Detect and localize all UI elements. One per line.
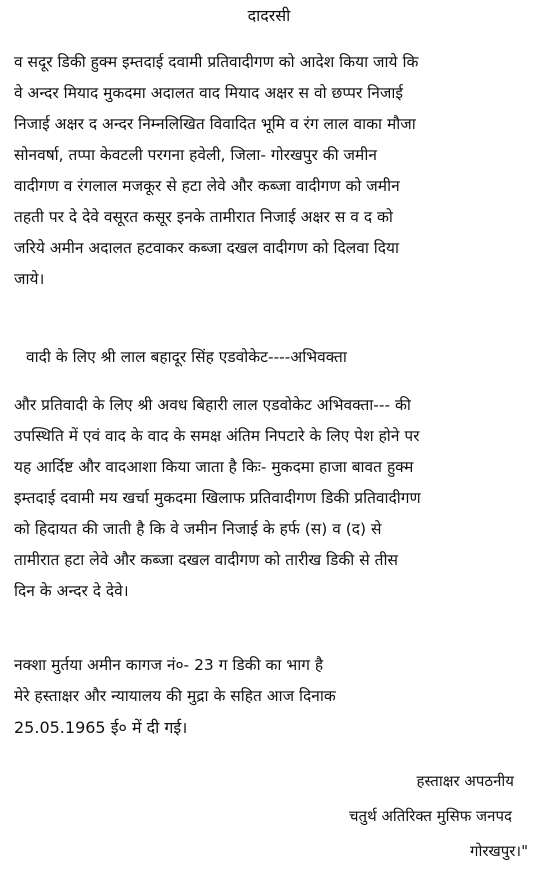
paragraph-line: वादीगण व रंगलाल मजकूर से हटा लेवे और कब्जा वादीगण को जमीन: [14, 177, 400, 195]
paragraph-line: तामीरात हटा लेवे और कब्जा दखल वादीगण को तारीख डिकी से तीस: [14, 551, 398, 569]
signature-illegible: हस्ताक्षर अपठनीय: [416, 772, 514, 790]
date-line: 25.05.1965 ई० में दी गई।: [14, 718, 188, 737]
paragraph-line: जाये।: [14, 270, 45, 288]
paragraph-map-and-date: [14, 650, 528, 743]
paragraph-line: जरिये अमीन अदालत हटवाकर कब्जा दखल वादीगण को दिलवा दिया: [14, 239, 400, 257]
document-title: दादरसी: [247, 6, 291, 25]
signature-location: गोरखपुर।": [470, 842, 528, 860]
paragraph-line: को हिदायत की जाती है कि वे जमीन निजाई के हर्फ (स) व (द) से: [14, 520, 382, 538]
signature-designation: चतुर्थ अतिरिक्त मुसिफ जनपद: [349, 807, 512, 825]
paragraph-line: सोनवर्षा, तप्पा केवटली परगना हवेली, जिला- गोरखपुर की जमीन: [14, 146, 377, 164]
paragraph-line: निजाई अक्षर द अन्दर निम्नलिखित विवादित भूमि व रंग लाल वाका मौजा: [14, 115, 416, 133]
paragraph-line: तहती पर दे देवे वसूरत कसूर इनके तामीरात निजाई अक्षर स व द को: [14, 208, 393, 226]
paragraph-line: दिन के अन्दर दे देवे।: [14, 582, 129, 600]
paragraph-judgment: [14, 390, 528, 607]
paragraph-line: और प्रतिवादी के लिए श्री अवध बिहारी लाल एडवोकेट अभिवक्ता--- की: [14, 396, 411, 414]
paragraph-line: इम्तदाई दवामी मय खर्चा मुकदमा खिलाफ प्रतिवादीगण डिकी प्रतिवादीगण: [14, 489, 421, 507]
paragraph-line: मेरे हस्ताक्षर और न्यायालय की मुद्रा के सहित आज दिनाक: [14, 687, 336, 705]
paragraph-decree: [14, 47, 528, 295]
paragraph-line: नक्शा मुर्तया अमीन कागज नं०- 23 ग डिकी का भाग है: [14, 656, 324, 674]
plaintiff-advocate-line: वादी के लिए श्री लाल बहादूर सिंह एडवोकेट----अभिवक्ता: [26, 348, 347, 366]
paragraph-line: उपस्थिति में एवं वाद के वाद के समक्ष अंतिम निपटारे के लिए पेश होने पर: [14, 427, 420, 445]
paragraph-line: वे अन्दर मियाद मुकदमा अदालत वाद मियाद अक्षर स वो छप्पर निजाई: [14, 84, 403, 102]
paragraph-line: व सदूर डिकी हुक्म इम्तदाई दवामी प्रतिवादीगण को आदेश किया जाये कि: [14, 53, 419, 71]
paragraph-line: यह आर्दिष्ट और वादआशा किया जाता है किः- मुकदमा हाजा बावत हुक्म: [14, 458, 414, 476]
